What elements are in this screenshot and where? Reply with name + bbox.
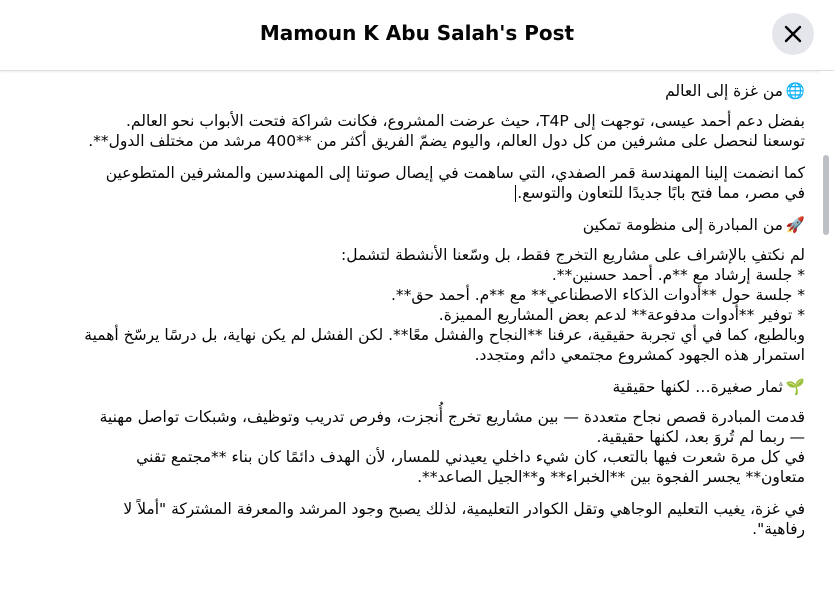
text-line-content: في مصر، مما فتح بابًا جديدًا للتعاون والتوسع. (517, 184, 805, 202)
paragraph (10, 499, 805, 539)
text-line: بفضل دعم أحمد عيسى، توجهت إلى T4P، حيث عرضت المشروع، فكانت شراكة فتحت الأبواب نحو العالم. (125, 112, 805, 130)
list-item: * جلسة إرشاد مع **م. أحمد حسنين**. (551, 266, 805, 284)
list-item: * جلسة حول **أدوات الذكاء الاصطناعي** مع **م. أحمد حق**. (390, 286, 805, 304)
globe-icon: 🌐 (785, 82, 805, 100)
text-line: في غزة، يغيب التعليم الوجاهي وتقل الكوادر التعليمية، لذلك يصبح وجود المرشد والمعرفة المشتركة "أملاً لا (123, 500, 805, 518)
close-icon (783, 24, 803, 44)
close-button[interactable] (772, 13, 814, 55)
text-line: كما انضمت إلينا المهندسة قمر الصفدي، التي ساهمت في إيصال صوتنا إلى المهندسين والمشرفين المتطوعين (105, 164, 805, 182)
post-content (0, 71, 820, 612)
text-line: — ربما لم تُروَ بعد، لكنها حقيقية. (596, 428, 805, 446)
text-line: لم نكتفِ بالإشراف على مشاريع التخرج فقط، بل وسّعنا الأنشطة لتشمل: (341, 246, 805, 264)
scrollbar-thumb[interactable] (823, 155, 829, 235)
paragraph (10, 163, 805, 203)
text-line: استمرار هذه الجهود كمشروع مجتمعي دائم ومتجدد. (474, 346, 805, 364)
text-line (10, 183, 805, 203)
text-line: توسعنا لنحصل على مشرفين من كل دول العالم، واليوم يضمّ الفريق أكثر من **400 مرشد من مختلف الدول**. (88, 132, 805, 150)
section-heading-initiative (10, 215, 805, 235)
post-body (0, 71, 820, 539)
text-line: وبالطبع، كما في أي تجربة حقيقية، عرفنا **النجاح والفشل معًا**. لكن الفشل لم يكن نهاية، بل درسًا يرسّخ أهمية (84, 326, 805, 344)
heading-text: ثمار صغيرة… لكنها حقيقية (612, 378, 783, 396)
rocket-icon: 🚀 (785, 216, 805, 234)
heading-text: من غزة إلى العالم (665, 82, 783, 100)
scrollbar-track[interactable] (820, 71, 834, 612)
seedling-icon: 🌱 (785, 378, 805, 396)
section-heading-small-fruits (10, 377, 805, 397)
paragraph (10, 245, 805, 365)
text-line: في كل مرة شعرت فيها بالتعب، كان شيء داخلي يعيدني للمسار، لأن الهدف دائمًا كان بناء **مجتمع تقني (136, 448, 805, 466)
heading-text: من المبادرة إلى منظومة تمكين (582, 216, 783, 234)
dialog-title: Mamoun K Abu Salah's Post (259, 21, 575, 45)
paragraph (10, 407, 805, 487)
text-line: قدمت المبادرة قصص نجاح متعددة — بين مشاريع تخرج أُنجزت، وفرص تدريب وتوظيف، وشبكات تواصل مهنية (99, 408, 805, 426)
list-item: * توفير **أدوات مدفوعة** لدعم بعض المشاريع المميزة. (438, 306, 805, 324)
text-line: متعاون** يجسر الفجوة بين **الخبراء** و**الجيل الصاعد**. (417, 468, 805, 486)
paragraph (10, 111, 805, 151)
section-heading-gaza-to-world (10, 81, 805, 101)
text-line: رفاهية". (752, 520, 805, 538)
post-dialog-header (0, 0, 834, 71)
